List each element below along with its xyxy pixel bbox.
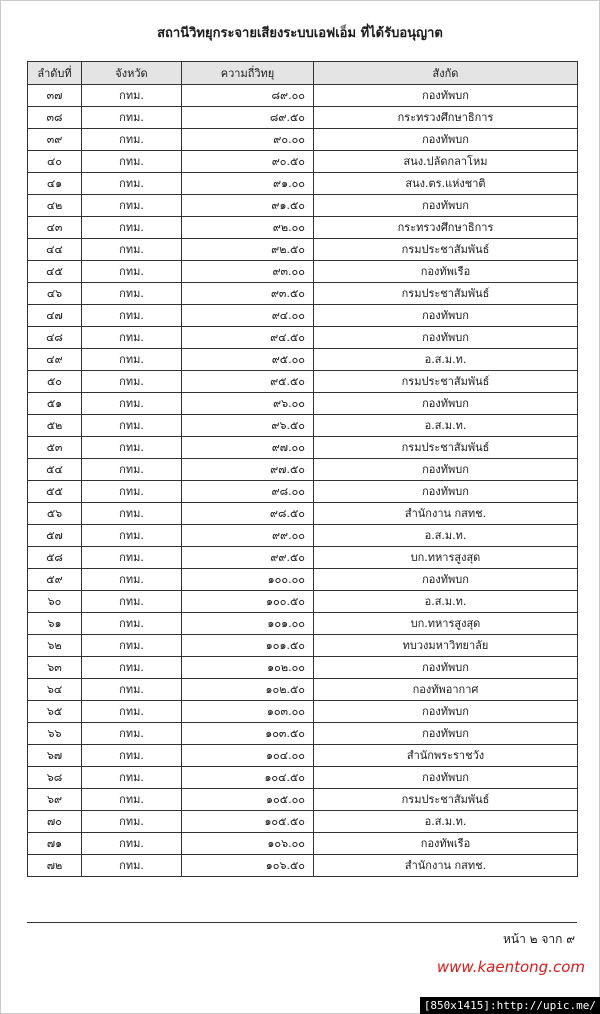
table-row — [28, 393, 578, 415]
cell-affiliation: สำนักพระราชวัง — [314, 745, 578, 767]
cell-affiliation: กองทัพอากาศ — [314, 679, 578, 701]
cell-order: ๕๓ — [28, 437, 82, 459]
table-row — [28, 745, 578, 767]
cell-province: กทม. — [82, 327, 182, 349]
cell-frequency: ๑๐๔.๐๐ — [182, 745, 314, 767]
cell-affiliation: กองทัพบก — [314, 481, 578, 503]
cell-affiliation: กรมประชาสัมพันธ์ — [314, 283, 578, 305]
cell-province: กทม. — [82, 701, 182, 723]
cell-province: กทม. — [82, 437, 182, 459]
cell-order: ๖๙ — [28, 789, 82, 811]
cell-province: กทม. — [82, 129, 182, 151]
cell-province: กทม. — [82, 569, 182, 591]
cell-order: ๕๑ — [28, 393, 82, 415]
cell-province: กทม. — [82, 811, 182, 833]
table-row — [28, 217, 578, 239]
table-row — [28, 283, 578, 305]
table-row — [28, 569, 578, 591]
table-body — [28, 85, 578, 877]
cell-affiliation: อ.ส.ม.ท. — [314, 591, 578, 613]
cell-frequency: ๙๑.๕๐ — [182, 195, 314, 217]
cell-order: ๔๑ — [28, 173, 82, 195]
cell-province: กทม. — [82, 679, 182, 701]
table-row — [28, 327, 578, 349]
cell-order: ๕๗ — [28, 525, 82, 547]
cell-province: กทม. — [82, 261, 182, 283]
cell-affiliation: กรมประชาสัมพันธ์ — [314, 239, 578, 261]
cell-frequency: ๑๐๕.๐๐ — [182, 789, 314, 811]
cell-province: กทม. — [82, 217, 182, 239]
cell-order: ๔๙ — [28, 349, 82, 371]
cell-frequency: ๘๙.๐๐ — [182, 85, 314, 107]
cell-province: กทม. — [82, 525, 182, 547]
cell-order: ๕๖ — [28, 503, 82, 525]
cell-affiliation: กรมประชาสัมพันธ์ — [314, 371, 578, 393]
table-row — [28, 459, 578, 481]
cell-province: กทม. — [82, 481, 182, 503]
table-row — [28, 481, 578, 503]
cell-frequency: ๙๘.๕๐ — [182, 503, 314, 525]
table-row — [28, 437, 578, 459]
cell-frequency: ๙๓.๐๐ — [182, 261, 314, 283]
cell-frequency: ๙๖.๐๐ — [182, 393, 314, 415]
cell-frequency: ๑๐๓.๕๐ — [182, 723, 314, 745]
cell-frequency: ๙๐.๐๐ — [182, 129, 314, 151]
cell-affiliation: กองทัพบก — [314, 767, 578, 789]
table-row — [28, 129, 578, 151]
table-row — [28, 767, 578, 789]
table-row — [28, 415, 578, 437]
table-row — [28, 107, 578, 129]
table-row — [28, 305, 578, 327]
cell-frequency: ๙๐.๕๐ — [182, 151, 314, 173]
cell-frequency: ๑๐๑.๕๐ — [182, 635, 314, 657]
table-row — [28, 525, 578, 547]
cell-province: กทม. — [82, 613, 182, 635]
cell-order: ๔๓ — [28, 217, 82, 239]
cell-affiliation: กองทัพบก — [314, 393, 578, 415]
cell-frequency: ๑๐๒.๕๐ — [182, 679, 314, 701]
cell-province: กทม. — [82, 107, 182, 129]
cell-province: กทม. — [82, 503, 182, 525]
cell-order: ๖๑ — [28, 613, 82, 635]
cell-order: ๖๗ — [28, 745, 82, 767]
cell-province: กทม. — [82, 855, 182, 877]
table-row — [28, 195, 578, 217]
cell-order: ๕๘ — [28, 547, 82, 569]
cell-affiliation: กองทัพบก — [314, 327, 578, 349]
cell-frequency: ๑๐๓.๐๐ — [182, 701, 314, 723]
cell-order: ๔๕ — [28, 261, 82, 283]
cell-province: กทม. — [82, 239, 182, 261]
cell-order: ๗๐ — [28, 811, 82, 833]
table-row — [28, 701, 578, 723]
table-row — [28, 349, 578, 371]
cell-affiliation: สนง.ปลัดกลาโหม — [314, 151, 578, 173]
station-table — [27, 61, 578, 877]
cell-affiliation: กระทรวงศึกษาธิการ — [314, 107, 578, 129]
cell-affiliation: กองทัพบก — [314, 569, 578, 591]
cell-affiliation: อ.ส.ม.ท. — [314, 349, 578, 371]
cell-order: ๕๙ — [28, 569, 82, 591]
cell-province: กทม. — [82, 173, 182, 195]
cell-affiliation: กรมประชาสัมพันธ์ — [314, 789, 578, 811]
cell-frequency: ๙๙.๐๐ — [182, 525, 314, 547]
table-row — [28, 613, 578, 635]
page-number: หน้า ๒ จาก ๙ — [502, 932, 575, 946]
cell-affiliation: กองทัพเรือ — [314, 261, 578, 283]
table-row — [28, 811, 578, 833]
cell-affiliation: อ.ส.ม.ท. — [314, 415, 578, 437]
cell-province: กทม. — [82, 789, 182, 811]
cell-frequency: ๑๐๕.๕๐ — [182, 811, 314, 833]
table-row — [28, 239, 578, 261]
cell-order: ๕๐ — [28, 371, 82, 393]
document-title: สถานีวิทยุกระจายเสียงระบบเอฟเอ็ม ที่ได้รับอนุญาต — [157, 26, 443, 41]
cell-order: ๖๕ — [28, 701, 82, 723]
table-row — [28, 723, 578, 745]
website-watermark: www.kaentong.com — [436, 958, 585, 976]
header-frequency: ความถี่วิทยุ — [182, 62, 314, 85]
table-row — [28, 151, 578, 173]
cell-frequency: ๘๙.๕๐ — [182, 107, 314, 129]
cell-province: กทม. — [82, 349, 182, 371]
cell-frequency: ๙๔.๐๐ — [182, 305, 314, 327]
cell-affiliation: กระทรวงศึกษาธิการ — [314, 217, 578, 239]
cell-affiliation: สนง.ตร.แห่งชาติ — [314, 173, 578, 195]
cell-province: กทม. — [82, 657, 182, 679]
cell-order: ๓๘ — [28, 107, 82, 129]
table-row — [28, 855, 578, 877]
cell-frequency: ๙๙.๕๐ — [182, 547, 314, 569]
cell-frequency: ๙๒.๕๐ — [182, 239, 314, 261]
cell-frequency: ๙๕.๕๐ — [182, 371, 314, 393]
cell-frequency: ๑๐๔.๕๐ — [182, 767, 314, 789]
table-row — [28, 635, 578, 657]
cell-frequency: ๙๓.๕๐ — [182, 283, 314, 305]
table-row — [28, 261, 578, 283]
cell-affiliation: ทบวงมหาวิทยาลัย — [314, 635, 578, 657]
cell-frequency: ๙๖.๕๐ — [182, 415, 314, 437]
cell-affiliation: กองทัพบก — [314, 129, 578, 151]
cell-province: กทม. — [82, 305, 182, 327]
table-row — [28, 789, 578, 811]
table-header-row — [28, 62, 578, 85]
cell-frequency: ๑๐๐.๕๐ — [182, 591, 314, 613]
header-affiliation: สังกัด — [314, 62, 578, 85]
cell-affiliation: อ.ส.ม.ท. — [314, 525, 578, 547]
cell-affiliation: กองทัพบก — [314, 701, 578, 723]
cell-order: ๗๑ — [28, 833, 82, 855]
cell-order: ๕๒ — [28, 415, 82, 437]
cell-affiliation: กองทัพบก — [314, 305, 578, 327]
cell-frequency: ๙๘.๐๐ — [182, 481, 314, 503]
cell-order: ๔๒ — [28, 195, 82, 217]
cell-order: ๖๖ — [28, 723, 82, 745]
cell-affiliation: กองทัพเรือ — [314, 833, 578, 855]
cell-province: กทม. — [82, 745, 182, 767]
cell-province: กทม. — [82, 371, 182, 393]
table-row — [28, 85, 578, 107]
cell-province: กทม. — [82, 195, 182, 217]
cell-affiliation: อ.ส.ม.ท. — [314, 811, 578, 833]
cell-affiliation: กองทัพบก — [314, 195, 578, 217]
cell-affiliation: กองทัพบก — [314, 657, 578, 679]
cell-province: กทม. — [82, 85, 182, 107]
cell-province: กทม. — [82, 547, 182, 569]
cell-frequency: ๙๕.๐๐ — [182, 349, 314, 371]
cell-order: ๔๘ — [28, 327, 82, 349]
cell-affiliation: กองทัพบก — [314, 85, 578, 107]
cell-order: ๖๐ — [28, 591, 82, 613]
table-row — [28, 591, 578, 613]
cell-province: กทม. — [82, 723, 182, 745]
cell-province: กทม. — [82, 459, 182, 481]
cell-order: ๖๒ — [28, 635, 82, 657]
image-size-stamp: [850x1415]:http://upic.me/ — [420, 997, 600, 1014]
cell-frequency: ๑๐๑.๐๐ — [182, 613, 314, 635]
cell-affiliation: สำนักงาน กสทช. — [314, 855, 578, 877]
cell-order: ๔๔ — [28, 239, 82, 261]
cell-order: ๔๐ — [28, 151, 82, 173]
cell-order: ๗๒ — [28, 855, 82, 877]
footer-divider — [27, 922, 577, 923]
header-province: จังหวัด — [82, 62, 182, 85]
cell-frequency: ๙๔.๕๐ — [182, 327, 314, 349]
cell-order: ๔๗ — [28, 305, 82, 327]
cell-affiliation: กองทัพบก — [314, 459, 578, 481]
cell-affiliation: กรมประชาสัมพันธ์ — [314, 437, 578, 459]
table-row — [28, 833, 578, 855]
cell-affiliation: กองทัพบก — [314, 723, 578, 745]
cell-order: ๓๗ — [28, 85, 82, 107]
cell-frequency: ๙๗.๐๐ — [182, 437, 314, 459]
cell-order: ๖๓ — [28, 657, 82, 679]
cell-frequency: ๑๐๒.๐๐ — [182, 657, 314, 679]
cell-province: กทม. — [82, 767, 182, 789]
cell-frequency: ๙๒.๐๐ — [182, 217, 314, 239]
table-row — [28, 503, 578, 525]
table-row — [28, 679, 578, 701]
cell-affiliation: บก.ทหารสูงสุด — [314, 547, 578, 569]
cell-province: กทม. — [82, 833, 182, 855]
cell-order: ๖๔ — [28, 679, 82, 701]
table-row — [28, 657, 578, 679]
cell-affiliation: บก.ทหารสูงสุด — [314, 613, 578, 635]
table-row — [28, 173, 578, 195]
cell-province: กทม. — [82, 591, 182, 613]
cell-order: ๔๖ — [28, 283, 82, 305]
table-row — [28, 371, 578, 393]
cell-province: กทม. — [82, 635, 182, 657]
header-order: ลำดับที่ — [28, 62, 82, 85]
cell-province: กทม. — [82, 393, 182, 415]
cell-order: ๖๘ — [28, 767, 82, 789]
cell-frequency: ๑๐๐.๐๐ — [182, 569, 314, 591]
table-row — [28, 547, 578, 569]
cell-province: กทม. — [82, 415, 182, 437]
cell-frequency: ๑๐๖.๕๐ — [182, 855, 314, 877]
cell-province: กทม. — [82, 283, 182, 305]
cell-province: กทม. — [82, 151, 182, 173]
cell-frequency: ๙๑.๐๐ — [182, 173, 314, 195]
cell-frequency: ๑๐๖.๐๐ — [182, 833, 314, 855]
cell-order: ๕๕ — [28, 481, 82, 503]
cell-order: ๕๔ — [28, 459, 82, 481]
cell-order: ๓๙ — [28, 129, 82, 151]
cell-frequency: ๙๗.๕๐ — [182, 459, 314, 481]
cell-affiliation: สำนักงาน กสทช. — [314, 503, 578, 525]
